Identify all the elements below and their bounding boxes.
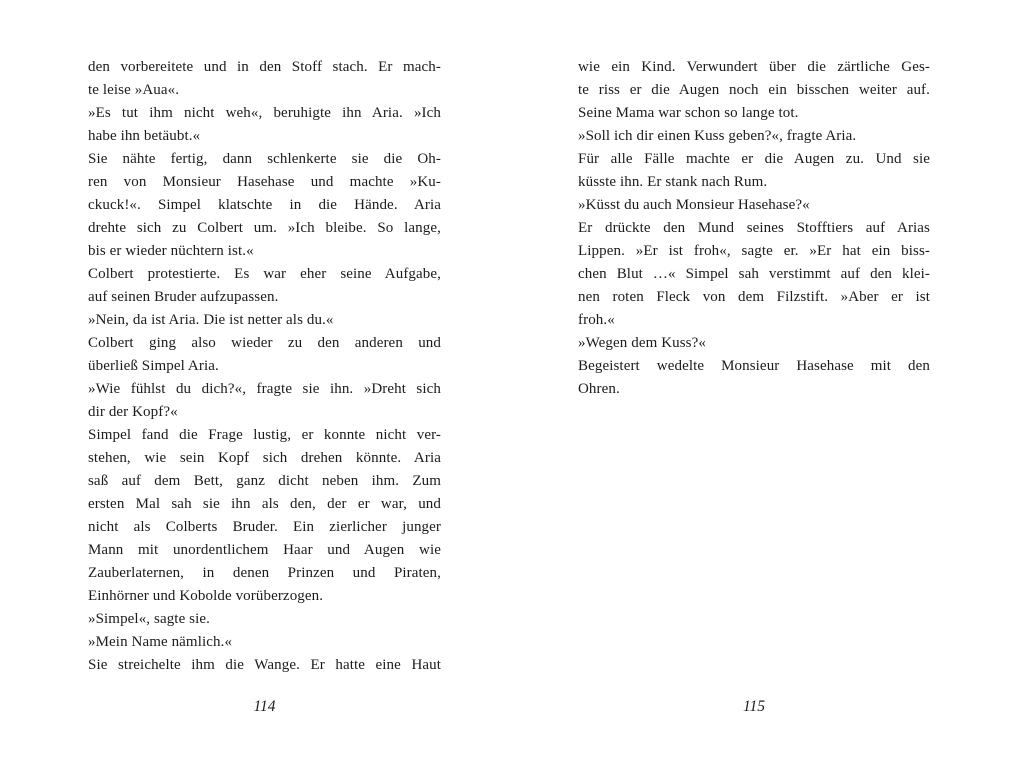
text-line: »Wegen dem Kuss?«	[578, 335, 706, 351]
text-line: bis er wieder nüchtern ist.«	[88, 243, 254, 259]
text-line: Einhörner und Kobolde vorüberzogen.	[88, 588, 324, 604]
text-line: »Nein, da ist Aria. Die ist netter als du.«	[88, 312, 334, 328]
text-line: Mann mit unordentlichem Haar und Augen wie	[88, 542, 441, 558]
text-line: Colbert ging also wieder zu den anderen und	[88, 335, 441, 351]
text-line: »Küsst du auch Monsieur Hasehase?«	[578, 197, 810, 213]
text-line: Ohren.	[578, 381, 620, 397]
text-line: Sie streichelte ihm die Wange. Er hatte eine Haut	[88, 657, 441, 673]
text-line: nicht als Colberts Bruder. Ein zierlicher junger	[88, 519, 441, 535]
page-left-text	[88, 56, 441, 677]
text-line: Für alle Fälle machte er die Augen zu. Und sie	[578, 151, 930, 167]
page-left-number: 114	[253, 698, 276, 715]
text-line: dir der Kopf?«	[88, 404, 178, 420]
page-right-number: 115	[742, 698, 766, 715]
text-line: drehte sich zu Colbert um. »Ich bleibe. So lange,	[88, 220, 441, 236]
text-line: ersten Mal sah sie ihn als den, der er war, und	[88, 496, 441, 512]
text-line: ckuck!«. Simpel klatschte in die Hände. Aria	[88, 197, 441, 213]
text-line: »Soll ich dir einen Kuss geben?«, fragte Aria.	[578, 128, 857, 144]
text-line: habe ihn betäubt.«	[88, 128, 201, 144]
text-line: nen roten Fleck von dem Filzstift. »Aber er ist	[578, 289, 930, 305]
text-line: den vorbereitete und in den Stoff stach. Er mach-	[88, 59, 441, 75]
text-line: Simpel fand die Frage lustig, er konnte nicht ver-	[88, 427, 441, 443]
text-line: te leise »Aua«.	[88, 82, 180, 98]
text-line: Begeistert wedelte Monsieur Hasehase mit den	[578, 358, 930, 374]
page-right	[578, 56, 930, 775]
text-line: froh.«	[578, 312, 615, 328]
text-line: Er drückte den Mund seines Stofftiers auf Arias	[578, 220, 930, 236]
text-line: chen Blut …« Simpel sah verstimmt auf den klei-	[578, 266, 930, 282]
text-line: Lippen. »Er ist froh«, sagte er. »Er hat ein biss-	[578, 243, 930, 259]
text-line: te riss er die Augen noch ein bisschen weiter auf.	[578, 82, 930, 98]
text-line: »Mein Name nämlich.«	[88, 634, 233, 650]
text-line: Seine Mama war schon so lange tot.	[578, 105, 799, 121]
text-line: auf seinen Bruder aufzupassen.	[88, 289, 279, 305]
text-line: »Simpel«, sagte sie.	[88, 611, 210, 627]
text-line: Zauberlaternen, in denen Prinzen und Piraten,	[88, 565, 441, 581]
text-line: stehen, wie sein Kopf sich drehen könnte. Aria	[88, 450, 441, 466]
text-line: ren von Monsieur Hasehase und machte »Ku-	[88, 174, 441, 190]
text-line: Sie nähte fertig, dann schlenkerte sie die Oh-	[88, 151, 441, 167]
text-line: Colbert protestierte. Es war eher seine Aufgabe,	[88, 266, 441, 282]
text-line: wie ein Kind. Verwundert über die zärtliche Ges-	[578, 59, 930, 75]
text-line: überließ Simpel Aria.	[88, 358, 219, 374]
text-line: saß auf dem Bett, ganz dicht neben ihm. Zum	[88, 473, 441, 489]
text-line: »Es tut ihm nicht weh«, beruhigte ihn Aria. »Ich	[88, 105, 441, 121]
page-left	[88, 56, 441, 775]
text-line: küsste ihn. Er stank nach Rum.	[578, 174, 768, 190]
text-line: »Wie fühlst du dich?«, fragte sie ihn. »Dreht sich	[88, 381, 441, 397]
page-right-text	[578, 56, 930, 401]
